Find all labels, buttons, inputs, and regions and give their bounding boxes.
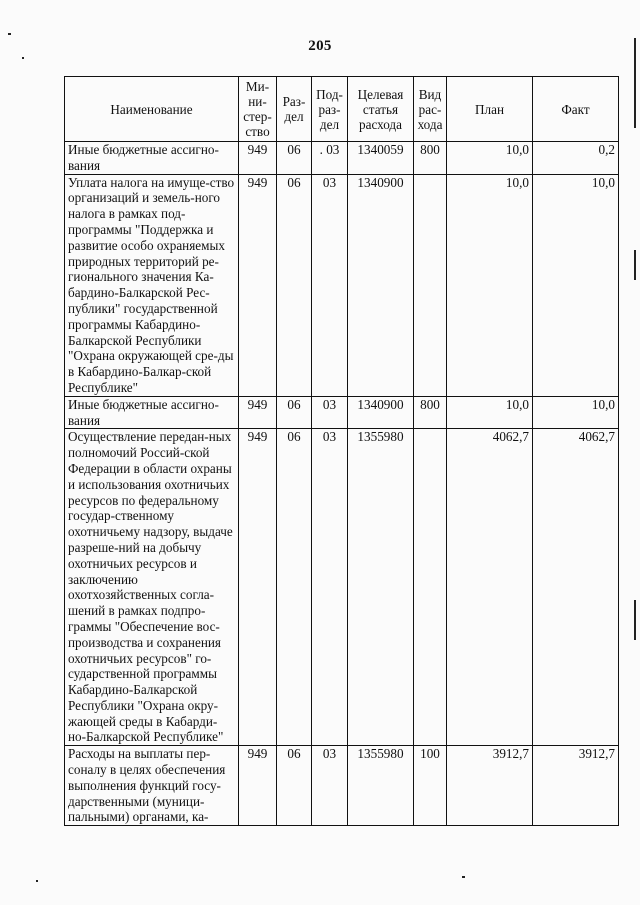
row-subsection: 03 bbox=[312, 396, 348, 429]
row-plan: 10,0 bbox=[447, 174, 533, 396]
row-subsection: 03 bbox=[312, 174, 348, 396]
row-name: Иные бюджетные ассигно-вания bbox=[65, 396, 239, 429]
row-type bbox=[414, 174, 447, 396]
row-plan: 10,0 bbox=[447, 142, 533, 175]
scan-mark bbox=[36, 880, 38, 882]
row-type: 800 bbox=[414, 142, 447, 175]
row-ministry: 949 bbox=[239, 429, 277, 746]
row-fact: 3912,7 bbox=[533, 746, 619, 826]
row-section: 06 bbox=[277, 429, 312, 746]
row-name: Расходы на выплаты пер-соналу в целях обеспечения выполнения функций госу-дарственными (муници-пальными) органами, ка- bbox=[65, 746, 239, 826]
row-type bbox=[414, 429, 447, 746]
row-fact: 10,0 bbox=[533, 174, 619, 396]
row-section: 06 bbox=[277, 142, 312, 175]
row-section: 06 bbox=[277, 746, 312, 826]
row-ministry: 949 bbox=[239, 396, 277, 429]
table-row bbox=[65, 142, 619, 175]
table-row bbox=[65, 746, 619, 826]
header-name: Наименование bbox=[65, 77, 239, 142]
row-ministry: 949 bbox=[239, 174, 277, 396]
row-type: 100 bbox=[414, 746, 447, 826]
row-section: 06 bbox=[277, 174, 312, 396]
table-row bbox=[65, 429, 619, 746]
row-subsection: 03 bbox=[312, 746, 348, 826]
table-row bbox=[65, 174, 619, 396]
header-subsection: Под-раз-дел bbox=[312, 77, 348, 142]
header-ministry: Ми-ни-стер-ство bbox=[239, 77, 277, 142]
row-ministry: 949 bbox=[239, 746, 277, 826]
row-target: 1355980 bbox=[348, 746, 414, 826]
table-row bbox=[65, 396, 619, 429]
scan-mark bbox=[22, 57, 24, 59]
row-fact: 4062,7 bbox=[533, 429, 619, 746]
scan-mark bbox=[634, 600, 636, 640]
budget-table bbox=[64, 76, 619, 826]
row-plan: 10,0 bbox=[447, 396, 533, 429]
row-fact: 10,0 bbox=[533, 396, 619, 429]
scan-mark bbox=[8, 33, 11, 35]
header-type: Вид рас-хода bbox=[414, 77, 447, 142]
table-header-row bbox=[65, 77, 619, 142]
row-subsection: 03 bbox=[312, 429, 348, 746]
header-fact: Факт bbox=[533, 77, 619, 142]
header-target: Целевая статья расхода bbox=[348, 77, 414, 142]
row-type: 800 bbox=[414, 396, 447, 429]
row-target: 1340900 bbox=[348, 396, 414, 429]
row-target: 1340059 bbox=[348, 142, 414, 175]
row-target: 1355980 bbox=[348, 429, 414, 746]
row-target: 1340900 bbox=[348, 174, 414, 396]
row-name: Осуществление передан-ных полномочий Россий-ской Федерации в области охраны и использования охотничьих ресурсов по федеральному государ-ственному охотничьему надзору, выдаче разреше-ний на добычу охотничьих ресурсов и заключению охотхозяйственных согла-шений в рамках подпро-граммы "Обеспечение вос-производства и сохранения охотничьих ресурсов" го-сударственной программы Кабардино-Балкарской Республики "Охрана окру-жающей среды в Кабарди-но-Балкарской Республике" bbox=[65, 429, 239, 746]
scan-mark bbox=[634, 38, 636, 128]
row-subsection: . 03 bbox=[312, 142, 348, 175]
page-number: 205 bbox=[308, 38, 332, 54]
scan-mark bbox=[634, 250, 636, 280]
row-ministry: 949 bbox=[239, 142, 277, 175]
row-section: 06 bbox=[277, 396, 312, 429]
row-plan: 3912,7 bbox=[447, 746, 533, 826]
header-plan: План bbox=[447, 77, 533, 142]
row-name: Иные бюджетные ассигно-вания bbox=[65, 142, 239, 175]
row-plan: 4062,7 bbox=[447, 429, 533, 746]
scan-mark bbox=[462, 876, 465, 878]
header-section: Раз-дел bbox=[277, 77, 312, 142]
row-name: Уплата налога на имуще-ство организаций и земель-ного налога в рамках под-программы "Поддержка и развитие особо охраняемых природных территорий ре-гионального значения Ка-бардино-Балкарской Рес-публики" государственной программы Кабардино-Балкарской Республики "Охрана окружающей сре-ды в Кабардино-Балкар-ской Республике" bbox=[65, 174, 239, 396]
row-fact: 0,2 bbox=[533, 142, 619, 175]
